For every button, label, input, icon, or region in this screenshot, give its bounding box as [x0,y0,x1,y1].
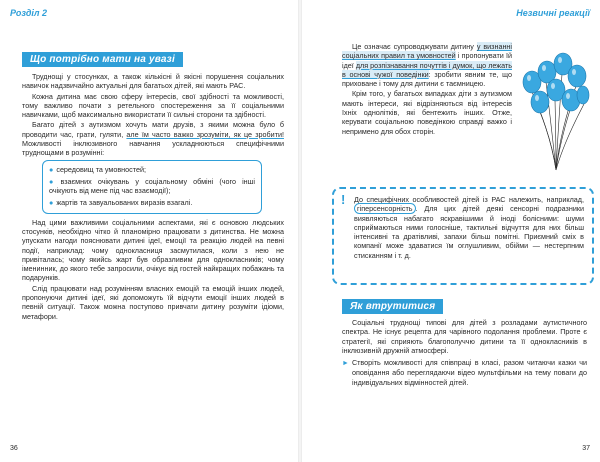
paragraph: Багато дітей з аутизмом хочуть мати друзів, з якими можна було б проводити час, грати, гуляти, але їм часто важко зрозуміти, як це зробити! Можливості інклюзивного навчання ускладнюються специфічними труднощами в розумінні: [22,120,284,158]
paragraph: Над цими важливими соціальними аспектами, які є основою людських стосунків, необхідно чітко й планомірно працювати з дитинства. Не можна упускати нагоди пояснювати дитині ідеї, емоції та реакцію людей на певні події, наприклад: чому однокласниця засмутилася, коли з нею не привіталась; чому якийсь жарт був образливим для однокласників; чому іменинник, до якого тебе запросили, очікує від гостей найкращих побажань та подарунків. [22,217,284,283]
bullet-box [42,160,262,214]
left-page [0,0,298,462]
list-item: ● взаємних очікувань у соціальному обміні (чого інші очікують від мене під час взаємодії); [49,176,256,195]
right-bottom-body [342,318,587,387]
left-body [22,72,284,322]
circled-term: гіперсенсорність [354,203,416,214]
bullet-dot-icon: ● [49,176,58,186]
paragraph: Соціальні труднощі типові для дітей з розладами аутистичного спектра. Не існує рецепта для чарівного подолання проблеми. Проте є стратегії, які сприяють благополуччю дитини та її однокласників в інклюзивній дружній атмосфері. [342,318,587,355]
highlighted-phrase: у визнанні соціальних правил та умовностей [342,42,512,61]
list-item: ● жартів та завуальованих виразів взагалі. [49,197,193,207]
running-head-right: Незвичні реакції [516,8,590,18]
bullet-dot-icon: ● [49,197,54,207]
paragraph: Кожна дитина має свою сферу інтересів, свої здібності та можливості, тому важливо почати з ретельного спостереження за її соціальними навичками, щоб максимально використати її сильні сторони та здібності. [22,91,284,120]
list-item: ● середовищ та умовностей; [49,164,146,174]
underlined-phrase: але їм часто важко зрозуміти, як це зробити! [126,129,284,139]
paragraph: Труднощі у стосунках, а також кількісні й якісні порушення соціальних навичок надзвичайно актуальні для багатьох дітей, які мають РАС. [22,72,284,91]
paragraph: Слід працювати над розумінням власних емоцій та емоцій інших людей, пропонуючи дитині ідеї, які допоможуть їй відчути емоції інших людей в певній ситуації. Також можна поступово привчати дитину розуміти ідіоми, метафори. [22,283,284,321]
list-item: ► Створіть можливості для співпраці в класі, разом читаючи казки чи оповідання або переглядаючи відео мультфільми на тему поваги до індивідуальних відмінностей дітей. [342,358,587,387]
section-heading-intervene: Як втрутитися [342,296,443,314]
bullet-dot-icon: ● [49,164,54,174]
exclamation-icon: ! [341,192,346,207]
balloons-icon [520,52,590,182]
callout-box: ! До специфічних особливостей дітей із РАС належить, наприклад, гіперсенсорність . Для цих дітей деякі сенсорні подразники виявляються набагато яскравішими й іноді болісними: шуми сприймаються ними голосніше, тактильні відчуття для них більш інтенсивні та дратівливі, запахи більш помітні. Приємний сміх в компанії може здаватися їм оглушливим, обійми — нестерпним стисканням і т. д. [332,187,594,285]
highlighted-phrase: для розпізнавання почуттів і думок, що лежать в основі чужої поведінки [342,60,512,79]
running-head-left: Розділ 2 [10,8,48,18]
right-page [302,0,600,462]
paragraph: Крім того, у багатьох випадках діти з аутизмом мають інтереси, які відрізняються від інтересів їхніх однолітків, які бентежить інших. Отже, керувати соціальною поведінкою справді важко і непримено для обох сторін. [342,89,512,136]
section-heading-considerations: Що потрібно мати на увазі [22,49,183,67]
arrow-right-icon: ► [342,360,349,368]
page-number-left: 36 [10,445,18,452]
page-number-right: 37 [582,445,590,452]
paragraph: Це означає супроводжувати дитину у визнанні соціальних правил та умовностей і пропонувати їй ідеї для розпізнавання почуттів і думок, що лежать в основі чужої поведінки: зробити явним те, що приховане і тому для дитини є таємницею. [342,42,513,89]
right-top-body [342,42,512,137]
